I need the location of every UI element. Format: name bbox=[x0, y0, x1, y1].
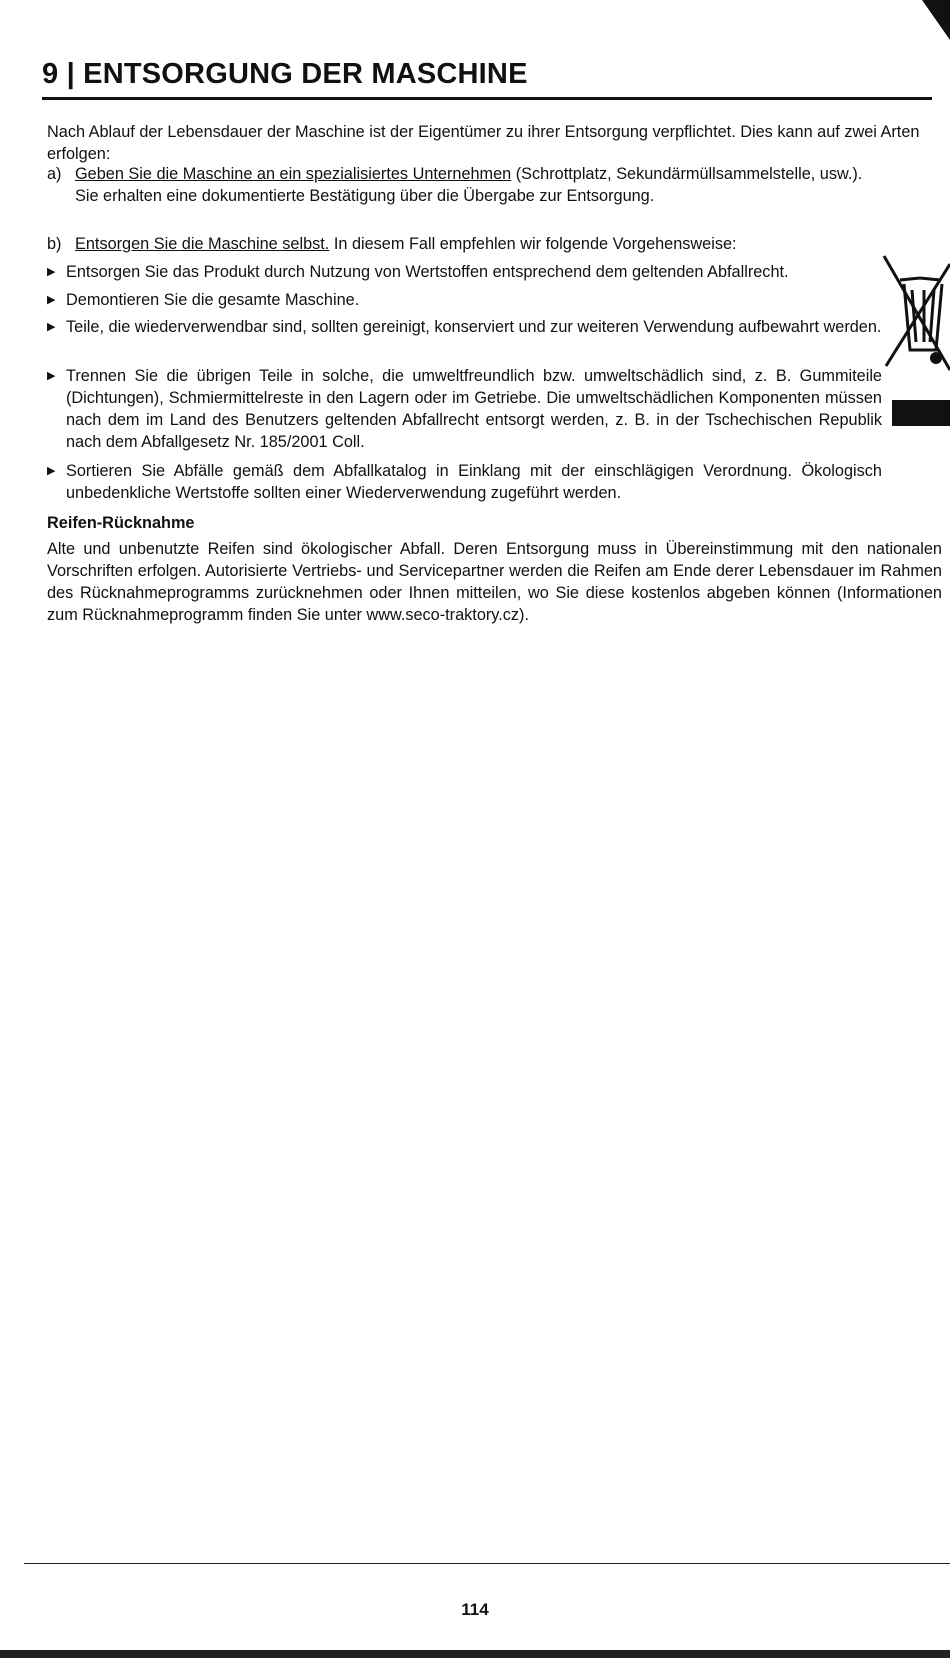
bullet-icon: ▶ bbox=[47, 294, 56, 306]
bullet-icon: ▶ bbox=[47, 321, 56, 333]
step-item bbox=[47, 365, 882, 453]
step-text: Trennen Sie die übrigen Teile in solche, die umweltfreundlich bzw. umweltschädlich sind, z. B. Gummiteile (Dichtungen), Schmiermittelreste in den Lagern oder im Getriebe. Die umweltschädlichen Komponenten müssen nach dem im Land des Benutzers geltenden Abfallrecht entsorgt werden, z. B. in der Tschechischen Republik nach dem Abfallgesetz Nr. 185/2001 Coll. bbox=[66, 367, 882, 451]
step-text: Teile, die wiederverwendbar sind, sollten gereinigt, konserviert und zur weiteren Verwendung aufbewahrt werden. bbox=[66, 318, 882, 336]
option-a-line2: Sie erhalten eine dokumentierte Bestätigung über die Übergabe zur Entsorgung. bbox=[75, 187, 655, 205]
option-b-underlined: Entsorgen Sie die Maschine selbst. bbox=[75, 235, 330, 253]
page-edge-tab bbox=[892, 400, 950, 426]
option-b-rest: In diesem Fall empfehlen wir folgende Vorgehensweise: bbox=[329, 235, 737, 253]
bullet-icon: ▶ bbox=[47, 465, 56, 477]
step-item bbox=[47, 460, 882, 504]
footer-rule bbox=[24, 1563, 950, 1564]
option-a-rest: (Schrottplatz, Sekundärmüllsammelstelle, usw.). bbox=[511, 165, 863, 183]
crossed-out-wheelie-bin-icon bbox=[880, 250, 950, 380]
bullet-icon: ▶ bbox=[47, 370, 56, 382]
option-a bbox=[47, 163, 927, 207]
option-b-label: b) bbox=[47, 235, 62, 253]
step-text: Entsorgen Sie das Produkt durch Nutzung von Wertstoffen entsprechend dem geltenden Abfallrecht. bbox=[66, 263, 789, 281]
page-edge-mark bbox=[922, 0, 950, 40]
option-a-label: a) bbox=[47, 165, 62, 183]
step-item bbox=[47, 316, 887, 338]
intro-paragraph: Nach Ablauf der Lebensdauer der Maschine ist der Eigentümer zu ihrer Entsorgung verpflichtet. Dies kann auf zwei Arten erfolgen: bbox=[47, 123, 920, 163]
step-item bbox=[47, 289, 887, 311]
section-heading: 9 | ENTSORGUNG DER MASCHINE bbox=[42, 58, 528, 90]
page-number: 114 bbox=[461, 1600, 489, 1619]
bullet-icon: ▶ bbox=[47, 266, 56, 278]
heading-underline bbox=[42, 97, 932, 100]
scan-bottom-edge bbox=[0, 1650, 950, 1658]
step-text: Demontieren Sie die gesamte Maschine. bbox=[66, 291, 360, 309]
option-a-underlined: Geben Sie die Maschine an ein spezialisiertes Unternehmen bbox=[75, 165, 512, 183]
tyre-return-text: Alte und unbenutzte Reifen sind ökologischer Abfall. Deren Entsorgung muss in Übereinstimmung mit den nationalen Vorschriften erfolgen. Autorisierte Vertriebs- und Servicepartner werden die Reifen am Ende derer Lebensdauer im Rahmen des Rücknahmeprogramms zurücknehmen oder Ihnen mitteilen, wo Sie diese kostenlos abgeben können (Informationen zum Rücknahmeprogramm finden Sie unter www.seco-traktory.cz). bbox=[47, 540, 942, 624]
step-item bbox=[47, 261, 887, 283]
tyre-return-heading: Reifen-Rücknahme bbox=[47, 514, 195, 532]
option-b bbox=[47, 233, 927, 255]
step-text: Sortieren Sie Abfälle gemäß dem Abfallkatalog in Einklang mit der einschlägigen Verordnung. Ökologisch unbedenkliche Wertstoffe sollten einer Wiederverwendung zugeführt werden. bbox=[66, 462, 882, 502]
